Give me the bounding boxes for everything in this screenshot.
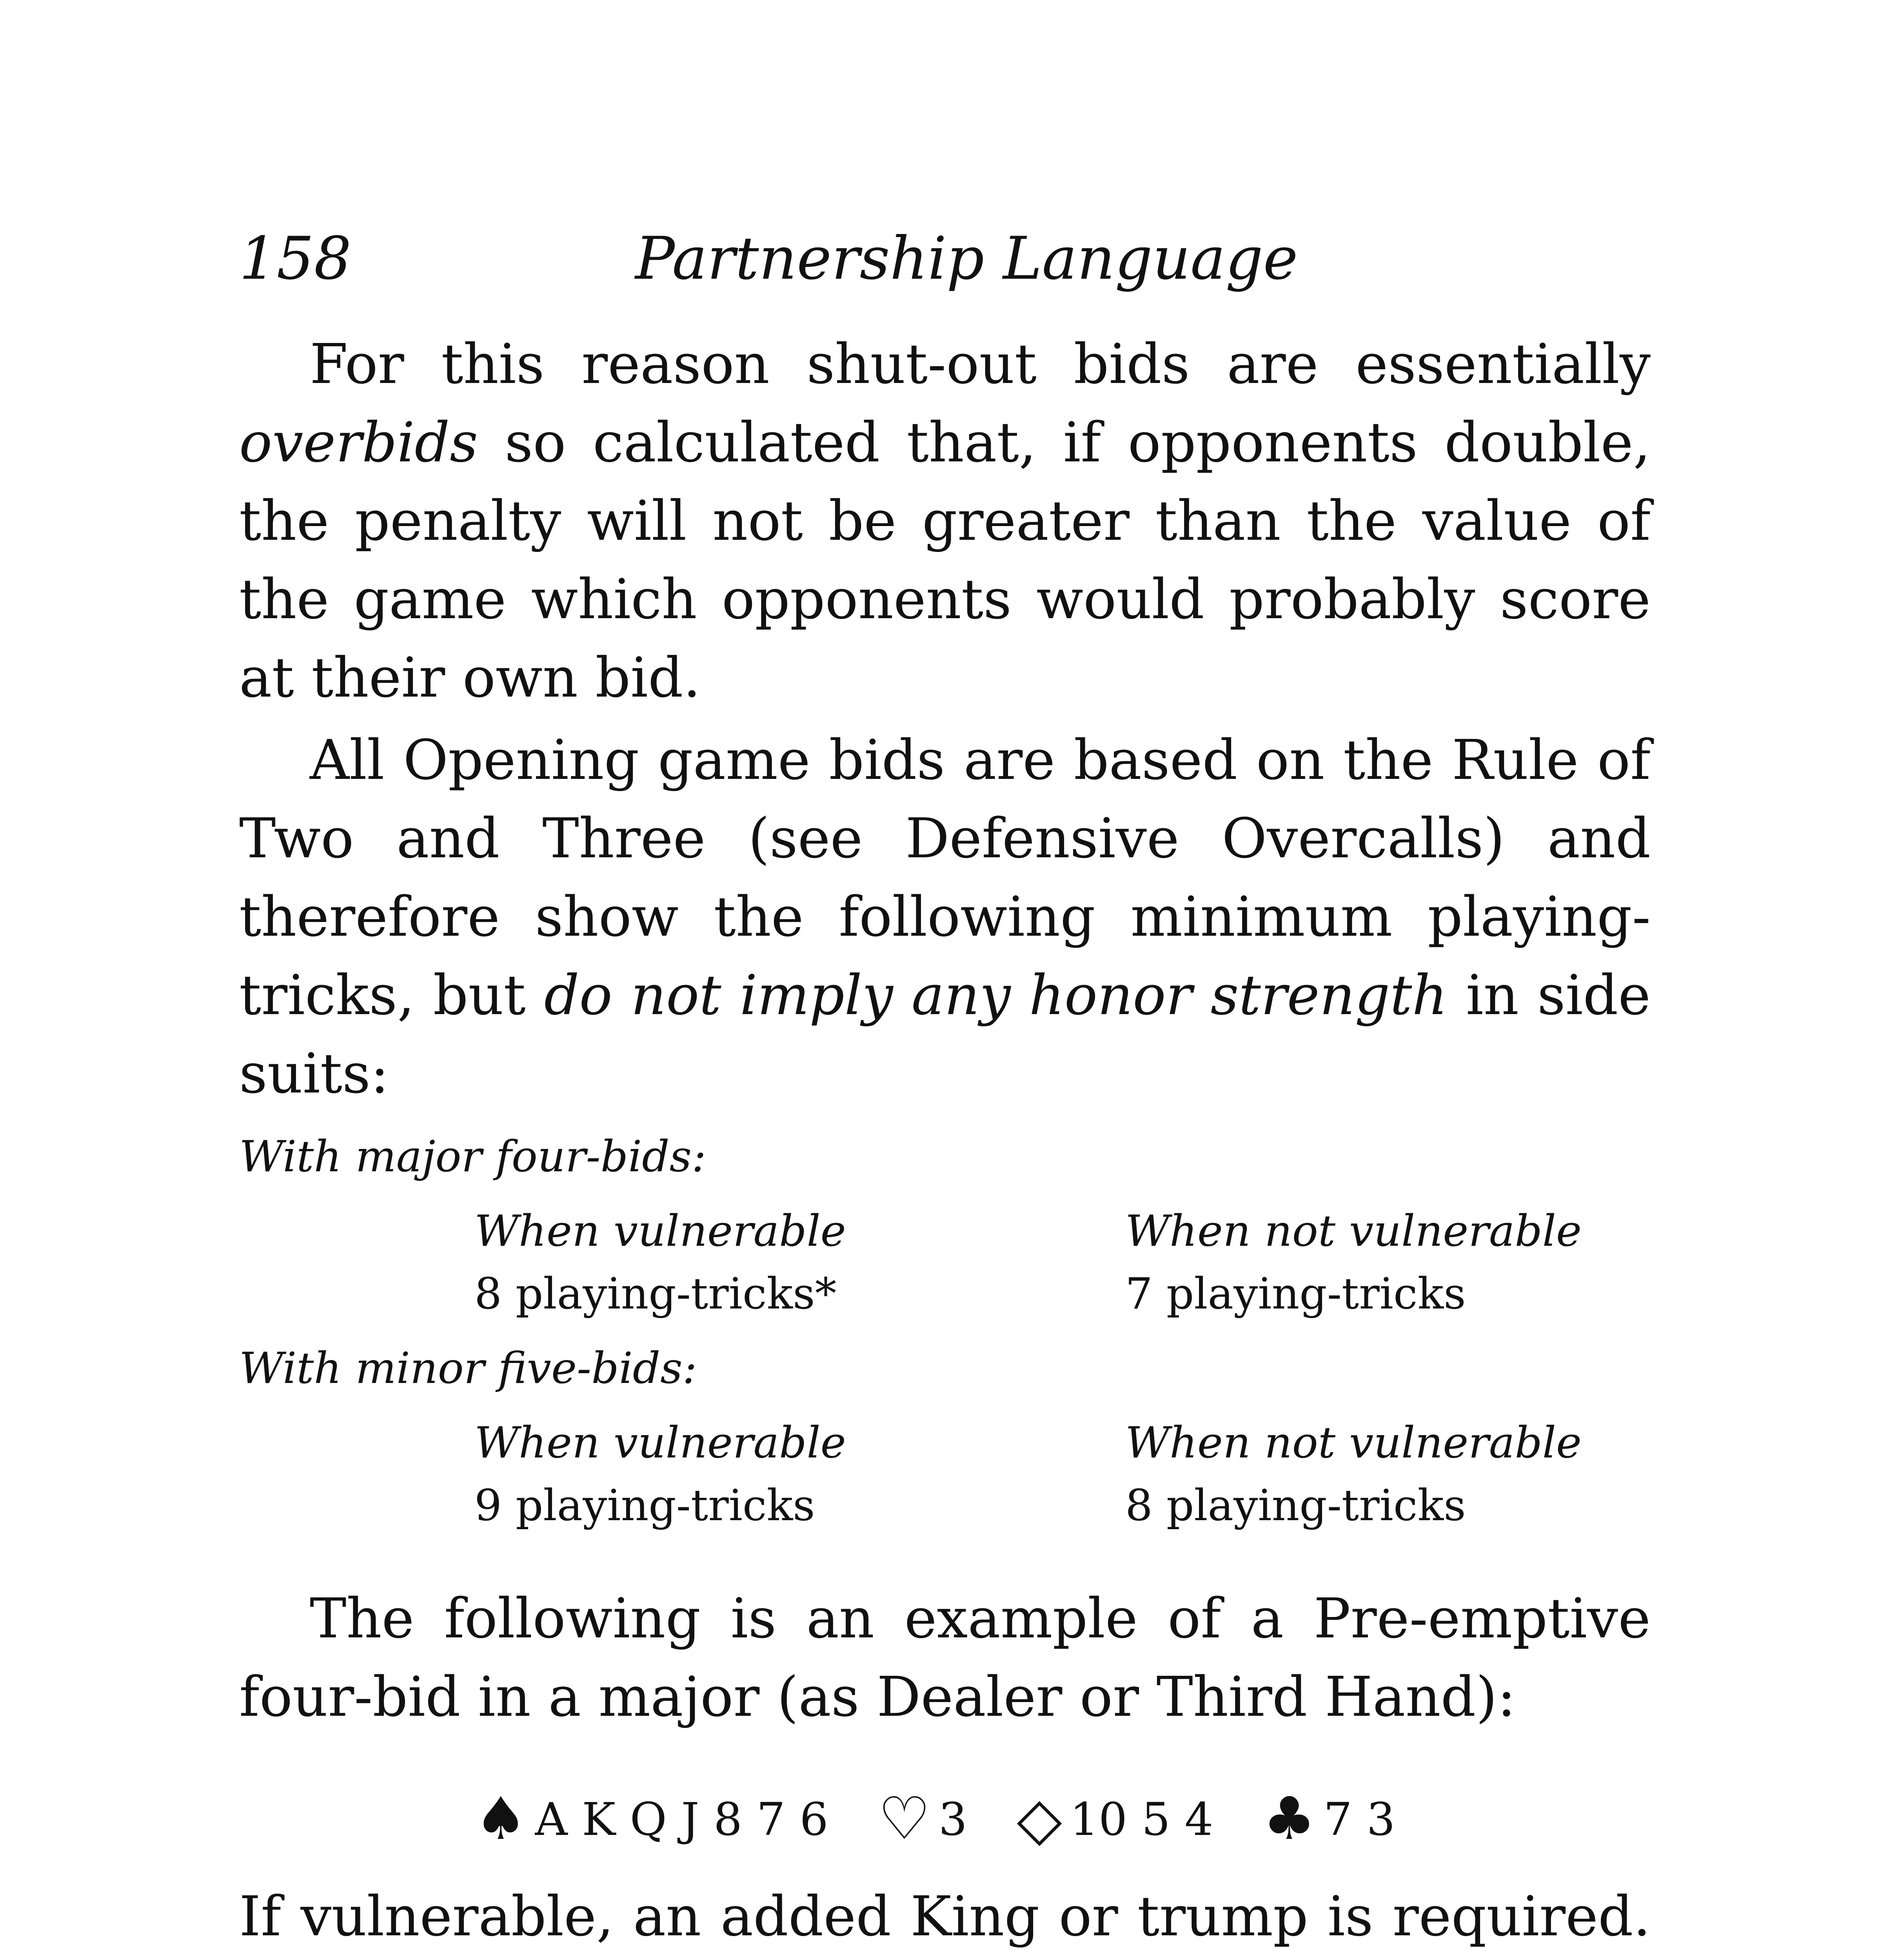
para2-text: All Opening game bids are based on the Rule of Two and Three (see Defensive Overcalls) and therefore show the following minimum playing-tricks, but: [239, 728, 1651, 1027]
heart-icon: ♡: [878, 1785, 931, 1853]
diamond-icon: ◇: [1017, 1785, 1062, 1853]
para2-rest: in side suits:: [239, 964, 1651, 1106]
hearts-cards: 3: [938, 1793, 967, 1846]
major-not-vulnerable-heading: When not vulnerable: [1125, 1206, 1582, 1256]
minor-vulnerable-heading: When vulnerable: [474, 1417, 846, 1468]
running-title: Partnership Language: [635, 225, 1298, 293]
major-not-vulnerable-value: 7 playing-tricks: [1125, 1269, 1466, 1319]
spades-holding: [474, 1780, 828, 1859]
minor-not-vulnerable-heading: When not vulnerable: [1125, 1417, 1582, 1468]
minor-not-vulnerable-value: 8 playing-tricks: [1125, 1480, 1466, 1530]
para4-text: If vulnerable, an added King or trump is required.: [239, 1885, 1651, 1949]
paragraph-example-intro: The following is an example of a Pre-emptive four-bid in a major (as Dealer or Third Hand):: [239, 1587, 1651, 1729]
club-icon: ♣: [1263, 1785, 1316, 1853]
para1-rest: so calculated that, if opponents double, the penalty will not be greater than the value of the game which opponents would probably score at their own bid.: [239, 411, 1651, 710]
paragraph-vulnerable-note: [239, 1878, 1651, 1960]
diamonds-cards: 10 5 4: [1070, 1793, 1213, 1846]
paragraph-opening-game-bids: [239, 721, 1651, 1113]
example-hand: [474, 1780, 1455, 1858]
spades-cards: A K Q J 8 7 6: [535, 1793, 828, 1846]
running-header: [239, 220, 1651, 298]
clubs-holding: [1263, 1780, 1395, 1859]
para1-text: For this reason shut-out bids are essentially: [310, 332, 1651, 396]
para2-emphasis: do not imply any honor strength: [544, 964, 1448, 1027]
hearts-holding: [878, 1780, 967, 1859]
page-number: 158: [239, 225, 352, 293]
major-four-bids-label: With major four-bids:: [239, 1131, 707, 1181]
para1-emphasis: overbids: [239, 411, 478, 475]
clubs-cards: 7 3: [1323, 1793, 1395, 1846]
minor-five-bids-label: With minor five-bids:: [239, 1343, 697, 1393]
minor-vulnerable-value: 9 playing-tricks: [474, 1480, 815, 1530]
major-vulnerable-heading: When vulnerable: [474, 1206, 846, 1256]
spade-icon: ♠: [474, 1785, 527, 1853]
paragraph-shutout-bids: [239, 325, 1651, 717]
diamonds-holding: [1017, 1780, 1213, 1859]
major-vulnerable-value: 8 playing-tricks*: [474, 1269, 837, 1319]
